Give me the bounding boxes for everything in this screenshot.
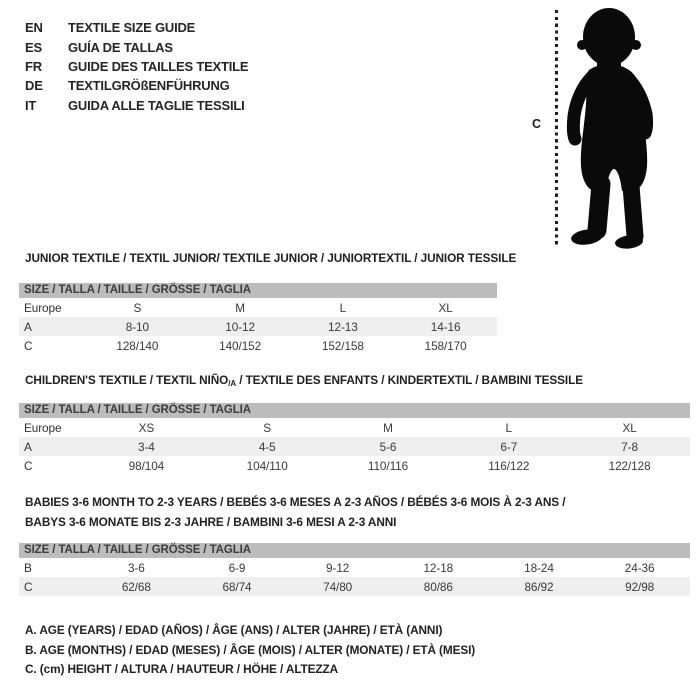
table-row [19,418,690,437]
language-title: TEXTILE SIZE GUIDE [68,20,196,36]
table-row [19,558,690,577]
language-row [25,57,248,76]
size-cell: XS [138,420,155,435]
children-size-table [19,403,690,475]
size-cell: 98/104 [128,458,165,473]
size-cell: XL [622,420,637,435]
section-title-subscript: /A [228,379,237,388]
section-title-line: BABIES 3-6 MONTH TO 2-3 YEARS / BEBÉS 3-6 MESES A 2-3 AÑOS / BÉBÉS 3-6 MOIS À 2-3 ANS / [25,495,566,509]
language-code: IT [25,97,37,113]
section-title-line: BABYS 3-6 MONATE BIS 2-3 JAHRE / BAMBINI 3-6 MESI A 2-3 ANNI [25,515,397,529]
section-title-part: CHILDREN'S TEXTILE / TEXTIL NIÑO [25,373,229,387]
section-title-junior: JUNIOR TEXTILE / TEXTIL JUNIOR/ TEXTILE JUNIOR / JUNIORTEXTIL / JUNIOR TESSILE [25,251,517,265]
row-label: B [24,560,32,575]
size-cell: 5-6 [379,439,397,454]
table-row [19,317,497,336]
size-cell: 10-12 [225,319,255,334]
size-cell: 8-10 [125,319,149,334]
baby-silhouette-icon [562,6,670,250]
legend-notes [25,623,475,682]
size-cell: 128/140 [116,338,159,353]
size-header-band: SIZE / TALLA / TAILLE / GRÖSSE / TAGLIA [19,283,497,298]
row-label: C [24,579,33,594]
size-cell: 104/110 [246,458,288,473]
size-cell: 7-8 [621,439,638,454]
section-title-babies [25,492,565,532]
language-row [25,96,248,115]
row-label: A [24,439,32,454]
size-cell: 12-18 [423,560,454,575]
table-row [19,456,690,475]
size-cell: 110/116 [367,458,409,473]
row-label: Europe [24,300,62,315]
size-cell: L [505,420,513,435]
row-label: C [24,338,33,353]
size-cell: 62/68 [121,579,151,594]
language-list [25,18,248,115]
size-cell: 140/152 [219,338,262,353]
table-row [19,336,497,355]
size-cell: 6-7 [500,439,518,454]
size-cell: S [133,300,142,315]
size-cell: L [339,300,347,315]
size-cell: 24-36 [624,560,655,575]
size-cell: 12-13 [328,319,358,334]
size-cell: 92/98 [625,579,655,594]
size-cell: 80/86 [423,579,453,594]
table-row [19,577,690,596]
row-label: Europe [24,420,62,435]
language-title: GUIDA ALLE TAGLIE TESSILI [68,97,245,113]
language-code: FR [25,58,42,74]
size-cell: XL [438,300,453,315]
size-cell: M [235,300,245,315]
language-row [25,18,248,37]
size-header-band: SIZE / TALLA / TAILLE / GRÖSSE / TAGLIA [19,403,690,418]
language-code: ES [25,39,42,55]
height-measure-line [555,10,558,247]
language-title: GUÍA DE TALLAS [68,39,173,55]
size-cell: 3-6 [127,560,145,575]
size-cell: 14-16 [430,319,461,334]
junior-size-table [19,283,497,355]
size-cell: 18-24 [524,560,554,575]
section-title-children [25,373,583,388]
table-row [19,298,497,317]
language-title: TEXTILGRÖßENFÜHRUNG [68,78,230,94]
height-figure [528,4,698,250]
size-cell: 122/128 [608,458,651,473]
size-cell: 74/80 [323,579,353,594]
size-header-band: SIZE / TALLA / TAILLE / GRÖSSE / TAGLIA [19,543,690,558]
size-cell: 4-5 [258,439,276,454]
size-cell: 68/74 [222,579,252,594]
size-cell: 3-4 [138,439,155,454]
language-title: GUIDE DES TAILLES TEXTILE [68,58,249,74]
language-code: DE [25,78,43,94]
language-row [25,76,248,95]
language-code: EN [25,20,43,36]
row-label: C [24,458,33,473]
note-age-months: B. AGE (MONTHS) / EDAD (MESES) / ÂGE (MOIS) / ALTER (MONATE) / ETÀ (MESI) [25,642,476,657]
section-title-part: / TEXTILE DES ENFANTS / KINDERTEXTIL / BAMBINI TESSILE [236,373,583,387]
size-cell: 116/122 [488,458,530,473]
row-label: A [24,319,32,334]
language-row [25,37,248,56]
size-cell: M [383,420,393,435]
size-cell: 6-9 [228,560,246,575]
table-row [19,437,690,456]
size-cell: 9-12 [326,560,350,575]
size-cell: S [263,420,272,435]
note-height-cm: C. (cm) HEIGHT / ALTURA / HAUTEUR / HÖHE / ALTEZZA [25,662,339,677]
note-age-years: A. AGE (YEARS) / EDAD (AÑOS) / ÂGE (ANS) / ALTER (JAHRE) / ETÀ (ANNI) [25,623,443,637]
size-cell: 152/158 [321,338,364,353]
babies-size-table [19,543,690,596]
size-cell: 86/92 [524,579,554,594]
measure-label-c: C [532,117,542,131]
size-cell: 158/170 [424,338,467,353]
